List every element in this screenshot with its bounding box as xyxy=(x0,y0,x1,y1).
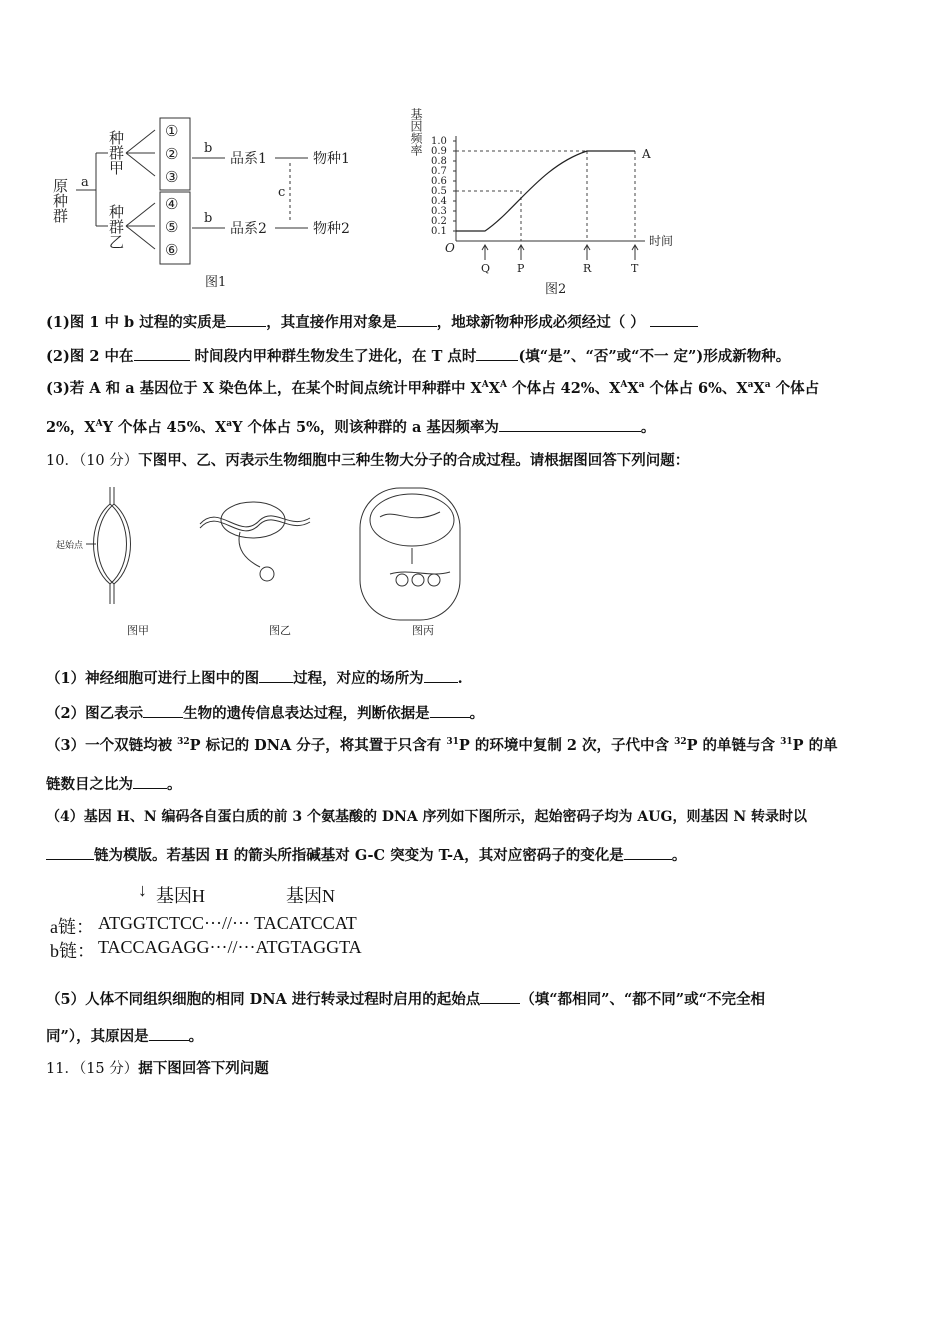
blank[interactable] xyxy=(499,417,641,432)
t: X xyxy=(753,380,765,397)
t: X xyxy=(488,380,501,397)
fig1-strain2: 品系2 xyxy=(230,221,267,237)
blank[interactable] xyxy=(46,845,94,860)
fig1-circle-6: ⑥ xyxy=(165,241,179,259)
seq-gene-n: 基因N xyxy=(286,886,335,906)
q9-p3: (3)若 A 和 a 基因位于 X 染色体上，在某个时间点统计甲种群中 X xyxy=(46,380,482,397)
blank[interactable] xyxy=(149,1026,189,1041)
q10-title: 下图甲、乙、丙表示生物细胞中三种生物大分子的合成过程。请根据图回答下列问题： xyxy=(138,452,690,469)
q10-l4b: 。 xyxy=(167,776,182,793)
fig2-xmark-label: P xyxy=(517,262,525,275)
q11-num: 11．（15 分） xyxy=(46,1061,139,1077)
blank[interactable] xyxy=(476,346,518,361)
q9-p2b: 时间段内甲种群生物发生了进化，在 T 点时 xyxy=(189,348,477,365)
q9-line-2 xyxy=(46,346,790,366)
fig1-b2: b xyxy=(204,211,213,226)
fig2-caption: 图2 xyxy=(545,282,567,297)
q9-line-3 xyxy=(46,380,819,398)
seq-a: ATGGTCTCC···//··· TACATCCAT xyxy=(98,913,357,933)
sup: a xyxy=(226,419,233,429)
q11-title: 据下图回答下列问题 xyxy=(138,1060,269,1077)
q9-p4c: Y 个体占 5%，则该种群的 a 基因频率为 xyxy=(232,419,499,436)
q10-l2c: 。 xyxy=(469,705,485,722)
fig1-strain1: 品系1 xyxy=(230,151,267,167)
q10-line-2 xyxy=(46,703,484,723)
fig2-ytick-label: 1.0 xyxy=(431,136,447,147)
blank[interactable] xyxy=(430,703,470,718)
q9-p4b: Y 个体占 45%、X xyxy=(102,419,227,436)
q10-line-8 xyxy=(46,1026,203,1046)
sup: a xyxy=(764,380,771,390)
fig2-xmark-label: Q xyxy=(481,262,491,275)
fig1-circle-3: ③ xyxy=(165,168,179,186)
seq-b-label: b链： xyxy=(50,941,95,961)
q10-num: 10．（10 分） xyxy=(46,453,139,469)
q10-l3a: （3）一个双链均被 xyxy=(46,737,178,754)
sup: 32 xyxy=(674,737,687,747)
blank[interactable] xyxy=(133,774,167,789)
t: 个体占 xyxy=(770,380,820,397)
sup: A xyxy=(95,419,103,429)
fig-yi-caption: 图乙 xyxy=(269,624,291,637)
q10-l3c: P 的环境中复制 2 次，子代中含 xyxy=(458,737,675,754)
fig1-circle-5: ⑤ xyxy=(165,218,179,236)
fig1-circle-4: ④ xyxy=(165,195,179,213)
fig1-c: c xyxy=(278,185,286,200)
fig1-original-pop: 原种群 xyxy=(51,178,69,223)
sup: A xyxy=(481,380,489,390)
q10-l6a: 链为模版。若基因 H 的箭头所指碱基对 G-C 突变为 T-A，其对应密码子的变化是 xyxy=(94,847,624,864)
fig2-ytick-label: 0.1 xyxy=(431,226,447,237)
q10-l2b: 生物的遗传信息表达过程，判断依据是 xyxy=(183,705,430,722)
fig2-ytick-label: 0.8 xyxy=(431,156,447,167)
fig2-xlabel: 时间 xyxy=(649,234,674,248)
sup: a xyxy=(638,380,645,390)
q9-p4a: 2%，X xyxy=(46,419,96,436)
q10-l4a: 链数目之比为 xyxy=(46,776,133,793)
figure-1 xyxy=(50,108,380,293)
q9-p4d: 。 xyxy=(640,419,656,436)
blank[interactable] xyxy=(480,989,520,1004)
q10-line-1 xyxy=(46,668,463,688)
q10-l7a: （5）人体不同组织细胞的相同 DNA 进行转录过程时启用的起始点 xyxy=(46,991,481,1008)
t: 个体占 6%、X xyxy=(644,380,748,397)
fig1-species2: 物种2 xyxy=(313,221,350,237)
blank[interactable] xyxy=(259,668,293,683)
q10-l5: （4）基因 H、N 编码各自蛋白质的前 3 个氨基酸的 DNA 序列如下图所示，起始密码子均为 AUG，则基因 N 转录时以 xyxy=(46,809,807,825)
fig1-a: a xyxy=(81,175,89,190)
sup: A xyxy=(620,380,628,390)
sup: a xyxy=(747,380,754,390)
fig2-origin: O xyxy=(445,241,455,255)
q10-l3b: P 标记的 DNA 分子，将其置于只含有 xyxy=(189,737,447,754)
blank[interactable] xyxy=(143,703,183,718)
blank[interactable] xyxy=(226,312,266,327)
q10-header xyxy=(46,452,689,470)
blank[interactable] xyxy=(424,668,458,683)
blank[interactable] xyxy=(397,312,437,327)
blank[interactable] xyxy=(624,845,672,860)
q10-line-3 xyxy=(46,737,838,755)
q10-l1b: 过程，对应的场所为 xyxy=(293,670,424,687)
q10-l1a: （1）神经细胞可进行上图中的图 xyxy=(46,670,260,687)
fig2-ytick-label: 0.3 xyxy=(431,206,447,217)
sup: 31 xyxy=(446,737,459,747)
seq-gene-h: 基因H xyxy=(156,886,205,906)
fig2-point-label: A xyxy=(642,147,651,161)
fig1-circle-2: ② xyxy=(165,145,179,163)
fig-jia-start-label: 起始点 xyxy=(56,541,84,551)
fig2-ytick-label: 0.4 xyxy=(431,196,447,207)
fig-bing-caption: 图丙 xyxy=(412,624,434,637)
fig1-circle-1: ① xyxy=(165,122,179,140)
fig2-xmark-label: R xyxy=(583,262,592,275)
arrow-down-icon: ↓ xyxy=(138,880,147,900)
q10-line-5 xyxy=(46,808,807,826)
seq-b: TACCAGAGG···//···ATGTAGGTA xyxy=(98,937,362,957)
q9-line-1 xyxy=(46,312,698,332)
q10-l3e: P 的单 xyxy=(792,737,838,754)
q10-l8a: 同”），其原因是 xyxy=(46,1028,149,1045)
blank[interactable] xyxy=(650,312,698,327)
figure-2 xyxy=(405,100,705,300)
t: X xyxy=(627,380,639,397)
fig2-ytick-label: 0.6 xyxy=(431,176,447,187)
fig1-caption: 图1 xyxy=(205,275,227,290)
fig2-ytick-label: 0.7 xyxy=(431,166,447,177)
blank[interactable] xyxy=(134,346,190,361)
fig1-b1: b xyxy=(204,141,213,156)
q10-l6b: 。 xyxy=(671,847,687,864)
fig-jia-caption: 图甲 xyxy=(127,624,149,637)
q10-l8b: 。 xyxy=(188,1028,204,1045)
q9-p1a: (1)图 1 中 b 过程的实质是 xyxy=(46,314,227,331)
q9-p2a: (2)图 2 中在 xyxy=(46,348,134,365)
q11-header xyxy=(46,1060,269,1078)
sequence-figure xyxy=(46,880,386,962)
fig1-pop-yi: 种群乙 xyxy=(107,204,125,249)
q9-p1b: ，其直接作用对象是 xyxy=(266,314,397,331)
sup: 31 xyxy=(780,737,793,747)
q9-line-4 xyxy=(46,417,655,437)
fig2-xmark-label: T xyxy=(631,262,639,275)
fig2-ytick-label: 0.9 xyxy=(431,146,447,157)
q9-p2c: (填“是”、“否”或“不一 定”)形成新物种。 xyxy=(518,348,791,365)
fig1-pop-jia: 种群甲 xyxy=(107,130,125,175)
fig2-ylabel: 基因频率 xyxy=(409,108,423,156)
sup: 32 xyxy=(177,737,190,747)
q10-l3d: P 的单链与含 xyxy=(686,737,781,754)
q10-line-6 xyxy=(46,845,686,865)
q10-line-7 xyxy=(46,989,765,1009)
q10-l1c: . xyxy=(457,670,463,687)
seq-a-label: a链： xyxy=(50,917,94,937)
t: 个体占 42%、X xyxy=(507,380,621,397)
q10-l7b: （填“都相同”、“都不同”或“不完全相 xyxy=(520,991,765,1008)
q9-p1c: ，地球新物种形成必须经过（ ） xyxy=(436,314,645,331)
q10-l2a: （2）图乙表示 xyxy=(46,705,144,722)
fig1-species1: 物种1 xyxy=(313,151,350,167)
fig2-ytick-label: 0.5 xyxy=(431,186,447,197)
q10-figures xyxy=(50,482,510,642)
q10-line-4 xyxy=(46,774,182,794)
fig2-ytick-label: 0.2 xyxy=(431,216,447,227)
sup: A xyxy=(500,380,508,390)
